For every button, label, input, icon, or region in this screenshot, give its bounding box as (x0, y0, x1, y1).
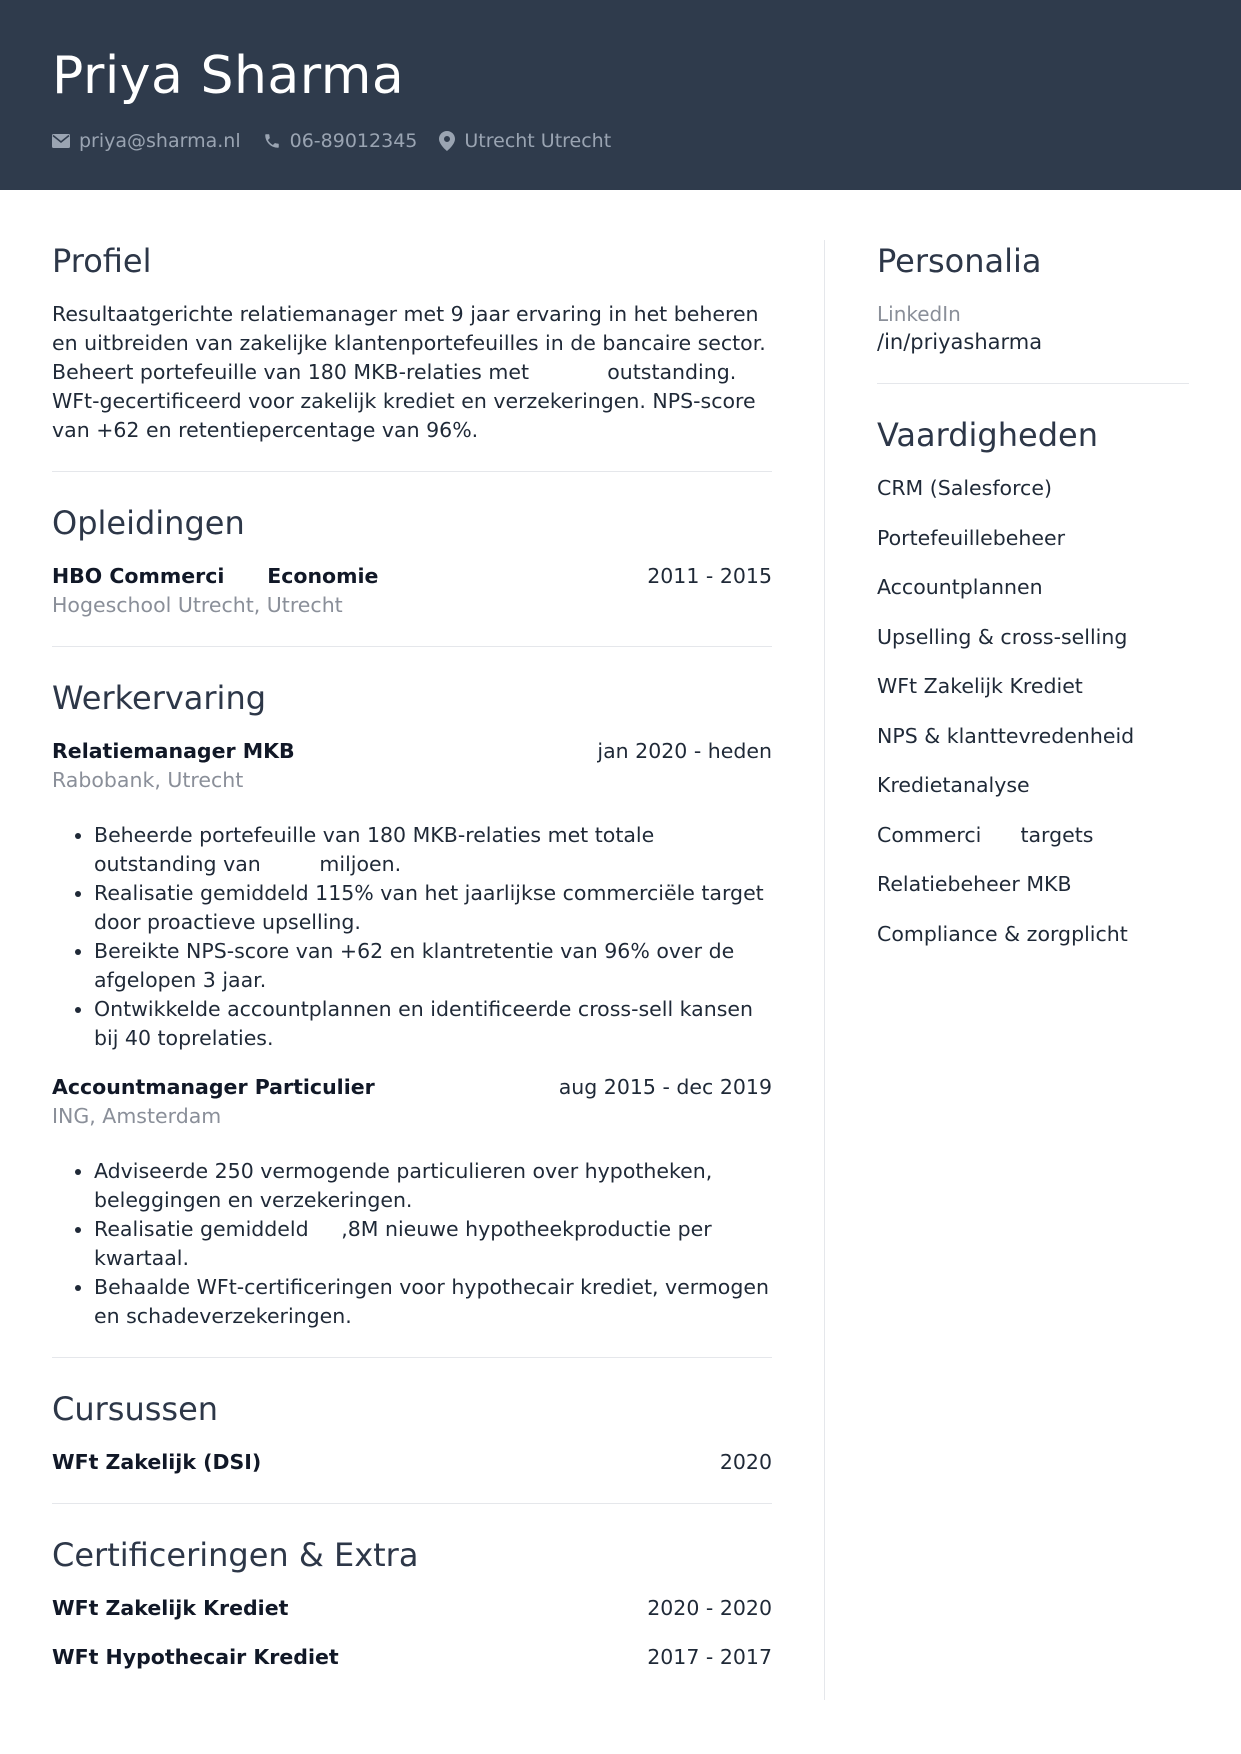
section-divider (52, 1357, 772, 1358)
list-item: • Beheerde portefeuille van 180 MKB-relaties met totale outstanding van miljoen. (94, 821, 772, 879)
certification-name: WFt Zakelijk Krediet (52, 1596, 289, 1620)
section-divider (52, 471, 772, 472)
job-company: Rabobank, Utrecht (52, 768, 244, 792)
skill-item: Accountplannen (877, 575, 1043, 599)
profile-section (52, 240, 772, 445)
skill-item: Upselling & cross-selling (877, 624, 1128, 649)
contact-phone (263, 130, 418, 152)
phone-icon (263, 132, 281, 150)
education-section (52, 502, 772, 620)
job-date: aug 2015 - dec 2019 (558, 1075, 772, 1099)
linkedin-label: LinkedIn (877, 302, 961, 326)
personalia-section (877, 240, 1189, 357)
list-item: • Adviseerde 250 vermogende particulieren over hypotheken, beleggingen en verzekeringen. (94, 1157, 772, 1215)
job-bullets (52, 821, 772, 1053)
section-divider (52, 1503, 772, 1504)
job-entry (52, 1073, 772, 1331)
personalia-title: Personalia (877, 242, 1042, 280)
contact-row (52, 130, 1189, 152)
education-school: Hogeschool Utrecht, Utrecht (52, 593, 343, 617)
job-role: Relatiemanager MKB (52, 739, 295, 763)
candidate-name: Priya Sharma (52, 46, 405, 106)
education-date: 2011 - 2015 (647, 564, 772, 588)
courses-section (52, 1388, 772, 1477)
profile-title: Profiel (52, 242, 152, 280)
certification-date: 2020 - 2020 (647, 1596, 772, 1620)
list-item: • Bereikte NPS-score van +62 en klantretentie van 96% over de afgelopen 3 jaar. (94, 937, 772, 995)
section-divider (877, 383, 1189, 384)
job-company: ING, Amsterdam (52, 1104, 222, 1128)
contact-location (439, 130, 611, 152)
envelope-icon (52, 134, 70, 148)
linkedin-value: /in/priyasharma (877, 330, 1043, 354)
certification-entry (52, 1594, 772, 1623)
courses-title: Cursussen (52, 1390, 219, 1428)
list-item: • Ontwikkelde accountplannen en identificeerde cross-sell kansen bij 40 toprelaties. (94, 995, 772, 1053)
skill-item: CRM (Salesforce) (877, 476, 1052, 500)
certification-entry (52, 1643, 772, 1672)
certifications-title: Certificeringen & Extra (52, 1536, 419, 1574)
phone-text: 06-89012345 (289, 130, 418, 152)
resume-body (0, 190, 1241, 1700)
job-role: Accountmanager Particulier (52, 1075, 375, 1099)
education-entry (52, 562, 772, 620)
skills-section (877, 414, 1189, 949)
certification-name: WFt Hypothecair Krediet (52, 1645, 339, 1669)
course-entry (52, 1448, 772, 1477)
job-date: jan 2020 - heden (597, 739, 772, 763)
education-degree: HBO Commerci Economie (52, 564, 379, 588)
skill-item: Compliance & zorgplicht (877, 921, 1128, 946)
course-name: WFt Zakelijk (DSI) (52, 1450, 262, 1474)
map-pin-icon (439, 131, 455, 151)
skill-item: Kredietanalyse (877, 773, 1030, 797)
skill-item: NPS & klanttevredenheid (877, 723, 1135, 748)
profile-text: Resultaatgerichte relatiemanager met 9 jaar ervaring in het beheren en uitbreiden van zakelijke klantenportefeuilles in de bancaire sector. Beheert portefeuille van 180 MKB-relaties met outstanding. WFt-gecertificeerd voor zakelijk krediet en verzekeringen. NPS-score van +62 en retentiepercentage van 96%. (52, 302, 773, 442)
skill-item: WFt Zakelijk Krediet (877, 674, 1083, 698)
job-bullets (52, 1157, 772, 1331)
list-item: • Behaalde WFt-certificeringen voor hypothecair krediet, vermogen en schadeverzekeringen. (94, 1273, 772, 1331)
list-item: • Realisatie gemiddeld ,8M nieuwe hypotheekproductie per kwartaal. (94, 1215, 772, 1273)
skills-title: Vaardigheden (877, 416, 1098, 454)
job-entry (52, 737, 772, 1053)
skill-item: Commerci targets (877, 822, 1094, 847)
location-text: Utrecht Utrecht (464, 130, 612, 152)
email-text: priya@sharma.nl (79, 130, 241, 152)
list-item: • Realisatie gemiddeld 115% van het jaarlijkse commerciële target door proactieve upselling. (94, 879, 772, 937)
experience-title: Werkervaring (52, 679, 267, 717)
sidebar-column (825, 240, 1189, 1700)
resume-header (0, 0, 1241, 190)
skill-item: Portefeuillebeheer (877, 525, 1066, 550)
course-date: 2020 (719, 1450, 772, 1474)
education-title: Opleidingen (52, 504, 245, 542)
skill-item: Relatiebeheer MKB (877, 872, 1072, 896)
certifications-section (52, 1534, 772, 1672)
main-column (52, 240, 824, 1700)
certification-date: 2017 - 2017 (647, 1645, 772, 1669)
contact-email (52, 130, 241, 152)
experience-section (52, 677, 772, 1331)
section-divider (52, 646, 772, 647)
